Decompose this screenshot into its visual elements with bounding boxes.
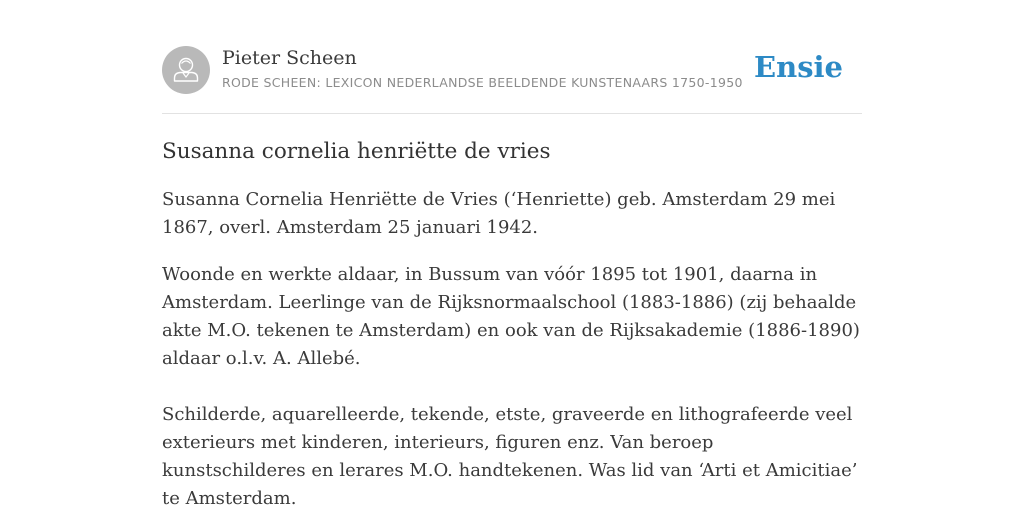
- author-name[interactable]: Pieter Scheen: [222, 47, 357, 69]
- author-avatar[interactable]: [162, 46, 210, 94]
- paragraph-birth-death: Susanna Cornelia Henriëtte de Vries (‘Henriette) geb. Amsterdam 29 mei 1867, overl. Amsterdam 25 januari 1942.: [162, 189, 836, 238]
- article-title: Susanna cornelia henriëtte de vries: [162, 139, 551, 164]
- user-icon: [162, 46, 210, 94]
- paragraph-work: Schilderde, aquarelleerde, tekende, etste, graveerde en lithografeerde veel exterieurs met kinderen, interieurs, figuren enz. Van beroep kunstschilderes en lerares M.O. handtekenen. Was lid van ‘Arti et Amicitiae’ te Amsterdam.: [162, 404, 858, 509]
- article-header: [162, 46, 862, 114]
- ensie-logo[interactable]: Ensie: [754, 50, 843, 84]
- source-lexicon[interactable]: RODE SCHEEN: LEXICON NEDERLANDSE BEELDENDE KUNSTENAARS 1750-1950: [222, 75, 743, 90]
- article-page: [162, 46, 862, 513]
- paragraph-education: Woonde en werkte aldaar, in Bussum van vóór 1895 tot 1901, daarna in Amsterdam. Leerlinge van de Rijksnormaalschool (1883-1886) (zij behaalde akte M.O. tekenen te Amsterdam) en ook van de Rijksakademie (1886-1890) aldaar o.l.v. A. Allebé.: [162, 264, 860, 369]
